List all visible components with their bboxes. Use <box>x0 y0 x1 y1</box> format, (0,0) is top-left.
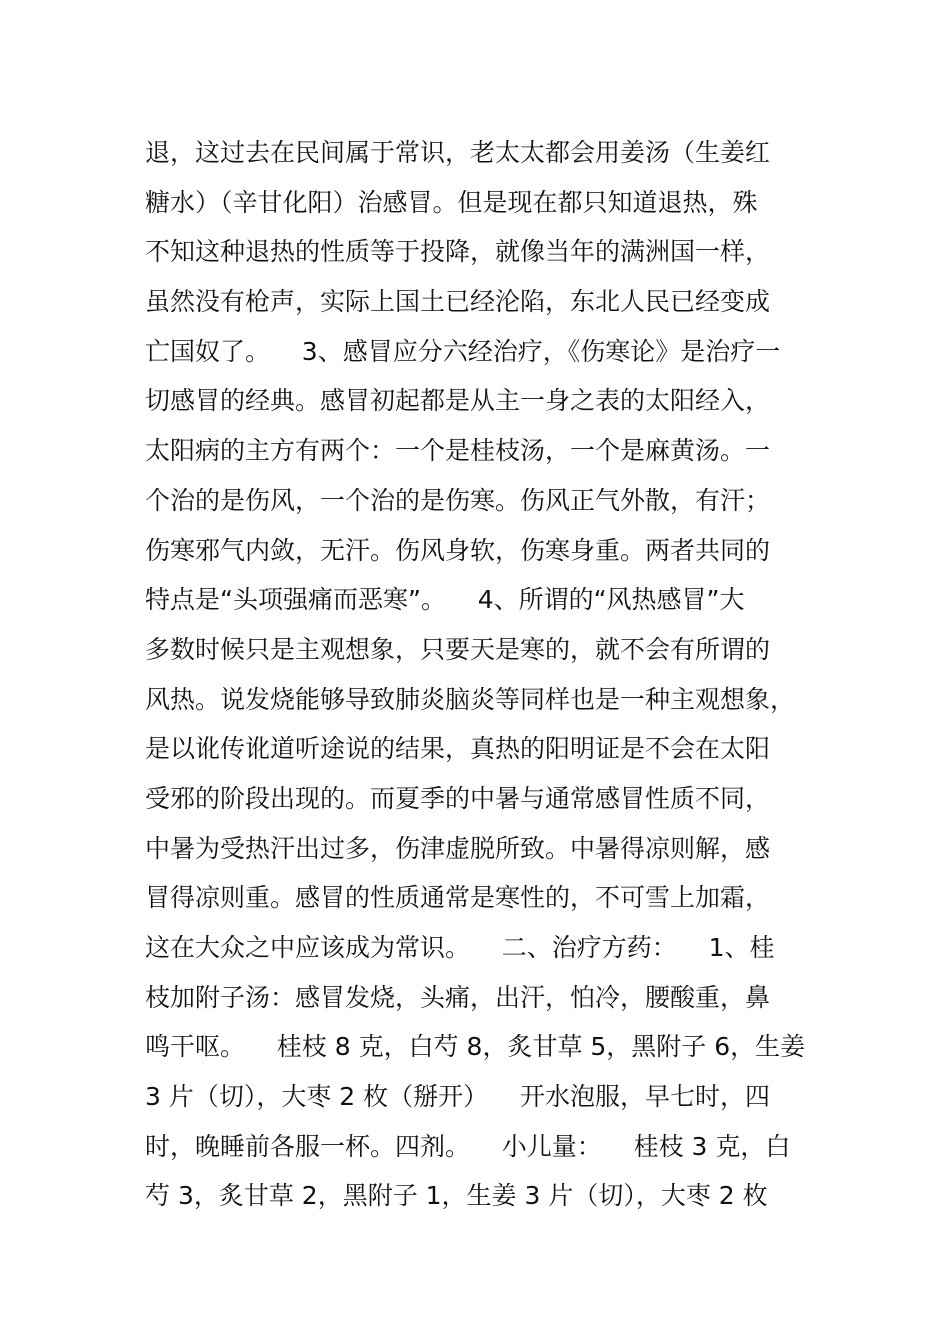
text-line: 伤寒邪气内敛，无汗。伤风身软，伤寒身重。两者共同的 <box>145 535 771 565</box>
text-line: 受邪的阶段出现的。而夏季的中暑与通常感冒性质不同， <box>145 783 771 813</box>
text-line: 风热。说发烧能够导致肺炎脑炎等同样也是一种主观想象， <box>145 684 796 714</box>
text-line: 是以讹传讹道听途说的结果，真热的阳明证是不会在太阳 <box>145 734 771 764</box>
text-line: 时，晚睡前各服一杯。四剂。 小儿量： 桂枝 3 克，白 <box>145 1131 791 1161</box>
text-line: 3 片（切），大枣 2 枚（掰开） 开水泡服，早七时，四 <box>145 1082 770 1112</box>
text-line: 中暑为受热汗出过多，伤津虚脱所致。中暑得凉则解，感 <box>145 833 771 863</box>
text-line: 冒得凉则重。感冒的性质通常是寒性的，不可雪上加霜， <box>145 883 771 913</box>
text-line: 虽然没有枪声，实际上国土已经沦陷，东北人民已经变成 <box>145 287 771 317</box>
text-line: 太阳病的主方有两个：一个是桂枝汤，一个是麻黄汤。一 <box>145 436 771 466</box>
text-line: 这在大众之中应该成为常识。 二、治疗方药： 1、桂 <box>145 933 775 962</box>
text-line: 切感冒的经典。感冒初起都是从主一身之表的太阳经入， <box>145 386 771 416</box>
text-line: 个治的是伤风，一个治的是伤寒。伤风正气外散，有汗； <box>145 485 771 515</box>
text-line: 亡国奴了。 3、感冒应分六经治疗，《伤寒论》是治疗一 <box>145 336 781 366</box>
text-line: 特点是“头项强痛而恶寒”。 4、所谓的“风热感冒”大 <box>145 585 745 615</box>
text-line: 多数时候只是主观想象，只要天是寒的，就不会有所谓的 <box>145 634 771 664</box>
text-line: 糖水）（辛甘化阳）治感冒。但是现在都只知道退热，殊 <box>145 187 758 217</box>
text-line: 鸣干呕。 桂枝 8 克，白芍 8，炙甘草 5，黑附子 6，生姜 <box>145 1032 806 1062</box>
text-line: 不知这种退热的性质等于投降，就像当年的满洲国一样， <box>145 237 771 267</box>
text-line: 芍 3，炙甘草 2，黑附子 1，生姜 3 片（切），大枣 2 枚 <box>145 1181 768 1211</box>
body-text <box>145 128 825 1221</box>
text-line: 枝加附子汤：感冒发烧，头痛，出汗，怕冷，腰酸重，鼻 <box>145 982 771 1012</box>
text-line: 退，这过去在民间属于常识，老太太都会用姜汤（生姜红 <box>145 138 771 167</box>
